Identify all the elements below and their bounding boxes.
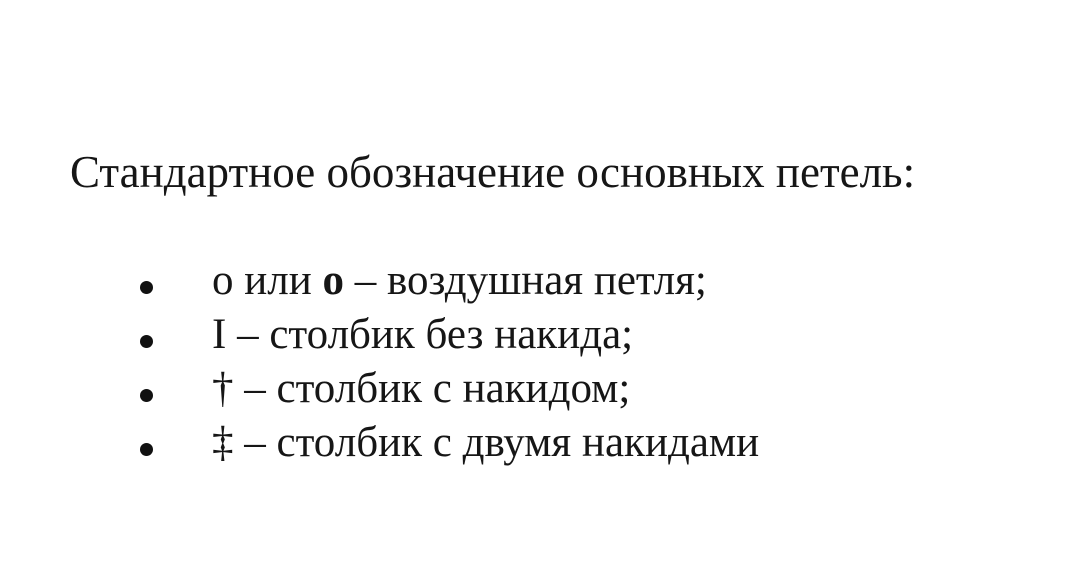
list-item-text: [212, 254, 707, 308]
bullet-icon: [140, 335, 153, 348]
list-item-text-segment: † – столбик с накидом;: [212, 365, 631, 412]
list-item-text-segment: I – столбик без накида;: [212, 311, 634, 358]
list-item-text: [212, 362, 630, 416]
list-item-text-segment: о или: [212, 257, 323, 304]
bullet-icon: [140, 443, 153, 456]
list-item-text: [212, 416, 759, 470]
list-item: [140, 362, 1000, 416]
list-item-text-segment: – воздушная петля;: [343, 257, 707, 304]
list-item-text-segment: ‡ – столбик с двумя накидами: [212, 419, 760, 466]
stitch-notation-list: [140, 254, 1000, 470]
page-title: Стандартное обозначение основных петель:: [70, 147, 916, 197]
list-item-text: [212, 308, 633, 362]
list-item: [140, 416, 1000, 470]
list-item: [140, 308, 1000, 362]
list-item: [140, 254, 1000, 308]
bullet-icon: [140, 389, 153, 402]
bullet-icon: [140, 281, 153, 294]
list-item-bold-symbol: о: [322, 257, 344, 304]
